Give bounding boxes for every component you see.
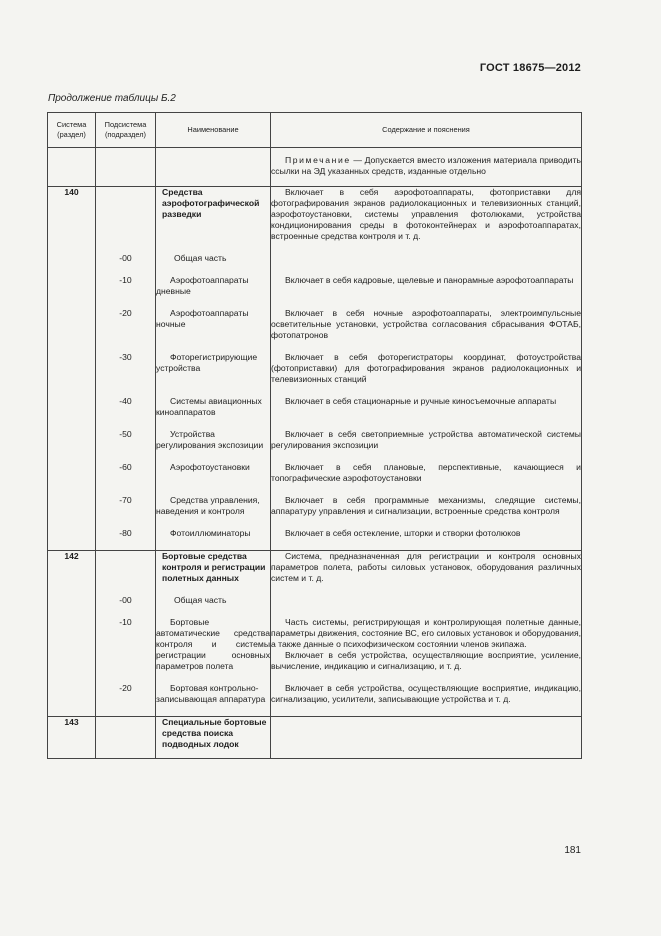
table-row [48, 617, 582, 683]
table-row [48, 187, 582, 254]
document-standard-code: ГОСТ 18675—2012 [479, 62, 581, 74]
note-label: Примечание [285, 155, 351, 165]
system-code: 142 [48, 551, 96, 596]
table-row [48, 717, 582, 759]
table-row [48, 275, 582, 308]
system-code [48, 617, 96, 683]
subsystem-code: -10 [96, 617, 156, 683]
subsystem-code [96, 717, 156, 759]
subsystem-code: -20 [96, 308, 156, 352]
row-name: Средства аэрофотографической разведки [156, 187, 271, 254]
system-code [48, 595, 96, 617]
subsystem-code: -10 [96, 275, 156, 308]
row-name: Средства управления, наведения и контроля [156, 495, 271, 528]
subsystem-code: -80 [96, 528, 156, 551]
subsystem-code: -50 [96, 429, 156, 462]
subsystem-code: -70 [96, 495, 156, 528]
row-name: Специальные бортовые средства поиска подводных лодок [156, 717, 271, 759]
system-code [48, 275, 96, 308]
subsystem-code [96, 187, 156, 254]
row-content: Включает в себя устройства, осуществляющие восприятие, индикацию, сигнализацию, усилители, записывающие устройства и т. д. [271, 683, 582, 717]
note-cell [271, 148, 582, 187]
table-row [48, 352, 582, 396]
system-code [48, 683, 96, 717]
row-content [271, 253, 582, 275]
row-content [271, 595, 582, 617]
system-code [48, 352, 96, 396]
page-number: 181 [564, 845, 581, 856]
system-code [48, 495, 96, 528]
system-code [48, 253, 96, 275]
row-content: Включает в себя программные механизмы, следящие системы, аппаратуру управления и сигнализации, встроенные средства контроля [271, 495, 582, 528]
row-name: Общая часть [156, 253, 271, 275]
subsystem-code: -40 [96, 396, 156, 429]
table-row [48, 429, 582, 462]
subsystem-code: -20 [96, 683, 156, 717]
table-row [48, 595, 582, 617]
row-name: Устройства регулирования экспозиции [156, 429, 271, 462]
row-name: Аэрофотоаппараты ночные [156, 308, 271, 352]
column-header-subsystem: Подсистема (подраздел) [96, 113, 156, 148]
row-content: Включает в себя фоторегистраторы координат, фотоустройства (фотоприставки) для фотографирования экранов радиолокационных и телевизионных станций [271, 352, 582, 396]
row-name: Аэрофотоустановки [156, 462, 271, 495]
row-content: Включает в себя плановые, перспективные, качающиеся и топографические аэрофотоустановки [271, 462, 582, 495]
table-header-row [48, 113, 582, 148]
row-content: Часть системы, регистрирующая и контролирующая полетные данные, параметры движения, состояние ВС, его силовых установок и оборудования, а также данные о психофизическом состоянии членов экипажа. Включает в себя устройства, осуществляющие восприятие, усиление, вычисление, индикацию и сигнализацию, и т. д. [271, 617, 582, 683]
row-name: Бортовые автоматические средства контроля и системы регистрации основных параметров полета [156, 617, 271, 683]
subsystem-code: -30 [96, 352, 156, 396]
row-content: Включает в себя ночные аэрофотоаппараты, электроимпульсные осветительные установки, устройства согласования сбрасывания ФОТАБ, фотопатронов [271, 308, 582, 352]
column-header-content: Содержание и пояснения [271, 113, 582, 148]
classification-table [47, 112, 582, 759]
row-name: Общая часть [156, 595, 271, 617]
row-name: Бортовая контрольно-записывающая аппаратура [156, 683, 271, 717]
row-name: Аэрофотоаппараты дневные [156, 275, 271, 308]
system-code [48, 396, 96, 429]
subsystem-code [96, 551, 156, 596]
row-name: Фотоиллюминаторы [156, 528, 271, 551]
table-caption: Продолжение таблицы Б.2 [48, 93, 176, 104]
column-header-system: Система (раздел) [48, 113, 96, 148]
system-code: 143 [48, 717, 96, 759]
row-name: Фоторегистрирующие устройства [156, 352, 271, 396]
table-row [48, 683, 582, 717]
subsystem-code: -60 [96, 462, 156, 495]
row-content: Включает в себя остекление, шторки и створки фотолюков [271, 528, 582, 551]
system-code [48, 528, 96, 551]
note-row [48, 148, 582, 187]
row-content: Система, предназначенная для регистрации и контроля основных параметров полета, работы силовых установок, оборудования различных систем и т. д. [271, 551, 582, 596]
row-content: Включает в себя стационарные и ручные киносъемочные аппараты [271, 396, 582, 429]
system-code [48, 429, 96, 462]
table-row [48, 396, 582, 429]
system-code [48, 308, 96, 352]
row-content: Включает в себя кадровые, щелевые и панорамные аэрофотоаппараты [271, 275, 582, 308]
system-code: 140 [48, 187, 96, 254]
table-row [48, 462, 582, 495]
table-row [48, 495, 582, 528]
subsystem-code: -00 [96, 595, 156, 617]
row-name: Бортовые средства контроля и регистрации полетных данных [156, 551, 271, 596]
subsystem-code: -00 [96, 253, 156, 275]
table-row [48, 551, 582, 596]
system-code [48, 462, 96, 495]
table-row [48, 308, 582, 352]
table-row [48, 528, 582, 551]
table-row [48, 253, 582, 275]
row-content: Включает в себя аэрофотоаппараты, фотоприставки для фотографирования экранов радиолокационных и телевизионных станций, аэрофотоустановки, системы управления фотолюками, устройства кондиционирования среды в фотоконтейнерах и аэрофотоаппаратах, встроенные средства контроля и т. д. [271, 187, 582, 254]
note-text: — Допускается вместо изложения материала приводить ссылки на ЭД указанных средств, изданные отдельно [271, 155, 581, 176]
row-content [271, 717, 582, 759]
row-content: Включает в себя светоприемные устройства автоматической системы регулирования экспозиции [271, 429, 582, 462]
column-header-name: Наименование [156, 113, 271, 148]
row-name: Системы авиационных киноаппаратов [156, 396, 271, 429]
